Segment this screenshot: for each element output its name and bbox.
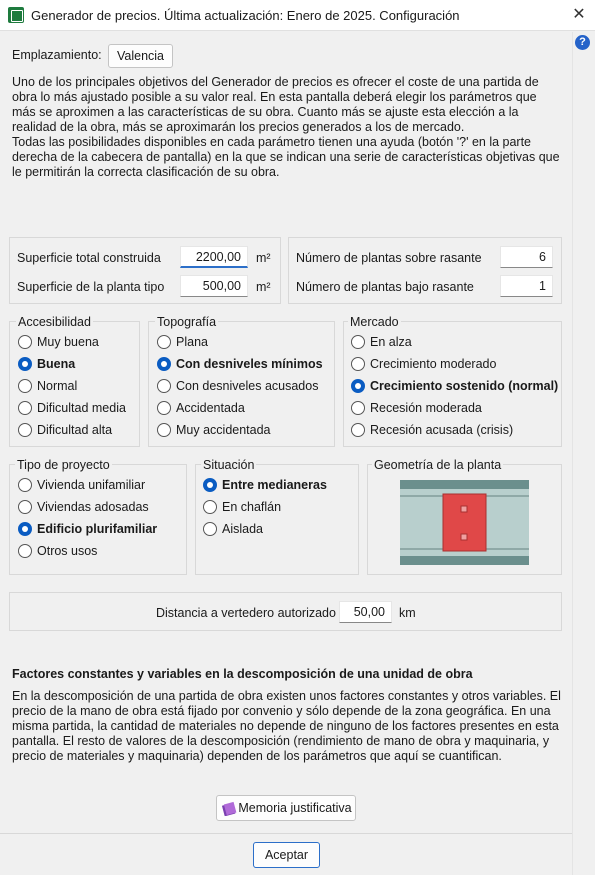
radio-label: En alza: [370, 335, 412, 349]
radio-label: Recesión acusada (crisis): [370, 423, 514, 437]
tipo-proyecto-option[interactable]: [18, 520, 157, 538]
memoria-button-label: Memoria justificativa: [238, 801, 352, 815]
type-surface-label: Superficie de la planta tipo: [17, 280, 165, 294]
mercado-title: Mercado: [350, 315, 399, 329]
distance-label: Distancia a vertedero autorizado: [156, 606, 336, 620]
radio-label: Otros usos: [37, 544, 98, 558]
radio-button-icon[interactable]: [351, 423, 365, 437]
radio-label: Con desniveles acusados: [176, 379, 319, 393]
total-surface-input[interactable]: 2200,00: [180, 246, 248, 268]
geometria-title: Geometría de la planta: [374, 458, 502, 472]
radio-button-icon[interactable]: [157, 357, 171, 371]
radio-button-icon[interactable]: [18, 423, 32, 437]
memoria-button[interactable]: [216, 795, 356, 821]
tipo-proyecto-option[interactable]: [18, 542, 97, 560]
intro-line: le permitirán la correcta clasificación de su obra.: [12, 165, 280, 179]
accept-button[interactable]: Aceptar: [253, 842, 320, 868]
tipo-proyecto-option[interactable]: [18, 476, 145, 494]
radio-button-icon[interactable]: [351, 379, 365, 393]
accesibilidad-option[interactable]: [18, 377, 77, 395]
radio-button-icon[interactable]: [18, 500, 32, 514]
scrollbar[interactable]: [572, 32, 595, 875]
factors-line: misma partida, la cantidad de materiales no depende de ninguno de los factores presentes en esta: [12, 719, 559, 733]
accesibilidad-option[interactable]: [18, 421, 112, 439]
app-icon: [8, 7, 24, 23]
intro-line: Todas las posibilidades disponibles en cada parámetro tienen una ayuda (botón '?' en la parte: [12, 135, 532, 149]
mercado-option[interactable]: [351, 355, 496, 373]
radio-label: Dificultad alta: [37, 423, 113, 437]
location-button[interactable]: Valencia: [108, 44, 173, 68]
total-surface-unit: m²: [256, 251, 271, 265]
radio-button-icon[interactable]: [18, 544, 32, 558]
situacion-title: Situación: [203, 458, 255, 472]
radio-label: Entre medianeras: [222, 478, 327, 492]
radio-label: Crecimiento sostenido (normal): [370, 379, 559, 393]
intro-line: realidad de la obra, más se aproximarán los precios generados a los de mercado.: [12, 120, 465, 134]
factors-line: En la descomposición de una partida de obra existen unos factores constantes y otros variables. El: [12, 689, 561, 703]
radio-button-icon[interactable]: [157, 401, 171, 415]
book-icon: [222, 801, 237, 816]
factors-line: precio de materiales y maquinaria) dependen de los parámetros que aquí se cuantifican.: [12, 749, 502, 763]
intro-line: Uno de los principales objetivos del Generador de precios es ofrecer el coste de una partida de: [12, 75, 539, 89]
intro-line: derecha de la cabecera de pantalla) en la que se indican una serie de características objetivas que: [12, 150, 560, 164]
situacion-option[interactable]: [203, 476, 327, 494]
factors-heading: Factores constantes y variables en la descomposición de una unidad de obra: [12, 667, 473, 681]
radio-label: Aislada: [222, 522, 263, 536]
topografia-option[interactable]: [157, 421, 271, 439]
radio-label: Plana: [176, 335, 208, 349]
radio-label: Crecimiento moderado: [370, 357, 497, 371]
radio-button-icon[interactable]: [157, 423, 171, 437]
radio-button-icon[interactable]: [351, 335, 365, 349]
accesibilidad-title: Accesibilidad: [18, 315, 91, 329]
radio-label: Buena: [37, 357, 76, 371]
radio-label: Muy accidentada: [176, 423, 271, 437]
close-icon[interactable]: ✕: [572, 6, 586, 23]
radio-button-icon[interactable]: [351, 401, 365, 415]
title-bar: [0, 0, 595, 31]
factors-line: pantalla. El resto de valores de la descomposición (rendimiento de mano de obra y maquinaria, y: [12, 734, 550, 748]
situacion-option[interactable]: [203, 498, 281, 516]
accesibilidad-option[interactable]: [18, 355, 75, 373]
radio-label: Edificio plurifamiliar: [37, 522, 158, 536]
radio-button-icon[interactable]: [18, 401, 32, 415]
factors-line: precio de la mano de obra está fijado por convenio y sólo depende de la zona geográfica. En una: [12, 704, 551, 718]
radio-button-icon[interactable]: [18, 379, 32, 393]
tipo-proyecto-title: Tipo de proyecto: [17, 458, 110, 472]
topografia-option[interactable]: [157, 333, 208, 351]
type-surface-unit: m²: [256, 280, 271, 294]
situacion-option[interactable]: [203, 520, 263, 538]
location-label: Emplazamiento:: [12, 48, 102, 62]
window-title: Generador de precios. Última actualización: Enero de 2025. Configuración: [31, 8, 460, 23]
radio-button-icon[interactable]: [18, 522, 32, 536]
mercado-option[interactable]: [351, 333, 412, 351]
radio-label: Vivienda unifamiliar: [37, 478, 146, 492]
topografia-title: Topografía: [157, 315, 217, 329]
mercado-option[interactable]: [351, 421, 513, 439]
intro-text: [12, 75, 562, 180]
radio-button-icon[interactable]: [203, 522, 217, 536]
accesibilidad-option[interactable]: [18, 399, 126, 417]
radio-button-icon[interactable]: [18, 335, 32, 349]
tipo-proyecto-option[interactable]: [18, 498, 149, 516]
radio-label: Con desniveles mínimos: [176, 357, 323, 371]
intro-line: más se aproximen a las características de su obra. Cuanto más se ajuste esta elección a la: [12, 105, 519, 119]
radio-label: Viviendas adosadas: [37, 500, 149, 514]
floors-below-input[interactable]: 1: [500, 275, 553, 297]
radio-label: Normal: [37, 379, 78, 393]
distance-unit: km: [399, 606, 416, 620]
topografia-option[interactable]: [157, 377, 318, 395]
radio-button-icon[interactable]: [18, 357, 32, 371]
mercado-option[interactable]: [351, 377, 558, 395]
radio-label: Accidentada: [176, 401, 245, 415]
intro-line: obra lo más ajustado posible a su valor real. En esta pantalla deberá elegir los parámetros que: [12, 90, 537, 104]
topografia-option[interactable]: [157, 355, 323, 373]
plan-geometry-image: [400, 480, 529, 565]
accesibilidad-option[interactable]: [18, 333, 99, 351]
floors-below-label: Número de plantas bajo rasante: [296, 280, 474, 294]
floors-above-label: Número de plantas sobre rasante: [296, 251, 482, 265]
radio-button-icon[interactable]: [157, 379, 171, 393]
radio-label: Dificultad media: [37, 401, 126, 415]
radio-label: Muy buena: [37, 335, 99, 349]
factors-text: [12, 689, 562, 764]
type-surface-input[interactable]: 500,00: [180, 275, 248, 297]
footer-divider: [0, 833, 572, 834]
help-icon[interactable]: ?: [575, 35, 590, 50]
radio-label: En chaflán: [222, 500, 282, 514]
radio-button-icon[interactable]: [18, 478, 32, 492]
topografia-option[interactable]: [157, 399, 245, 417]
radio-button-icon[interactable]: [203, 500, 217, 514]
mercado-option[interactable]: [351, 399, 482, 417]
total-surface-label: Superficie total construida: [17, 251, 161, 265]
distance-input[interactable]: 50,00: [339, 601, 392, 623]
radio-button-icon[interactable]: [203, 478, 217, 492]
radio-label: Recesión moderada: [370, 401, 482, 415]
floors-above-input[interactable]: 6: [500, 246, 553, 268]
radio-button-icon[interactable]: [157, 335, 171, 349]
radio-button-icon[interactable]: [351, 357, 365, 371]
